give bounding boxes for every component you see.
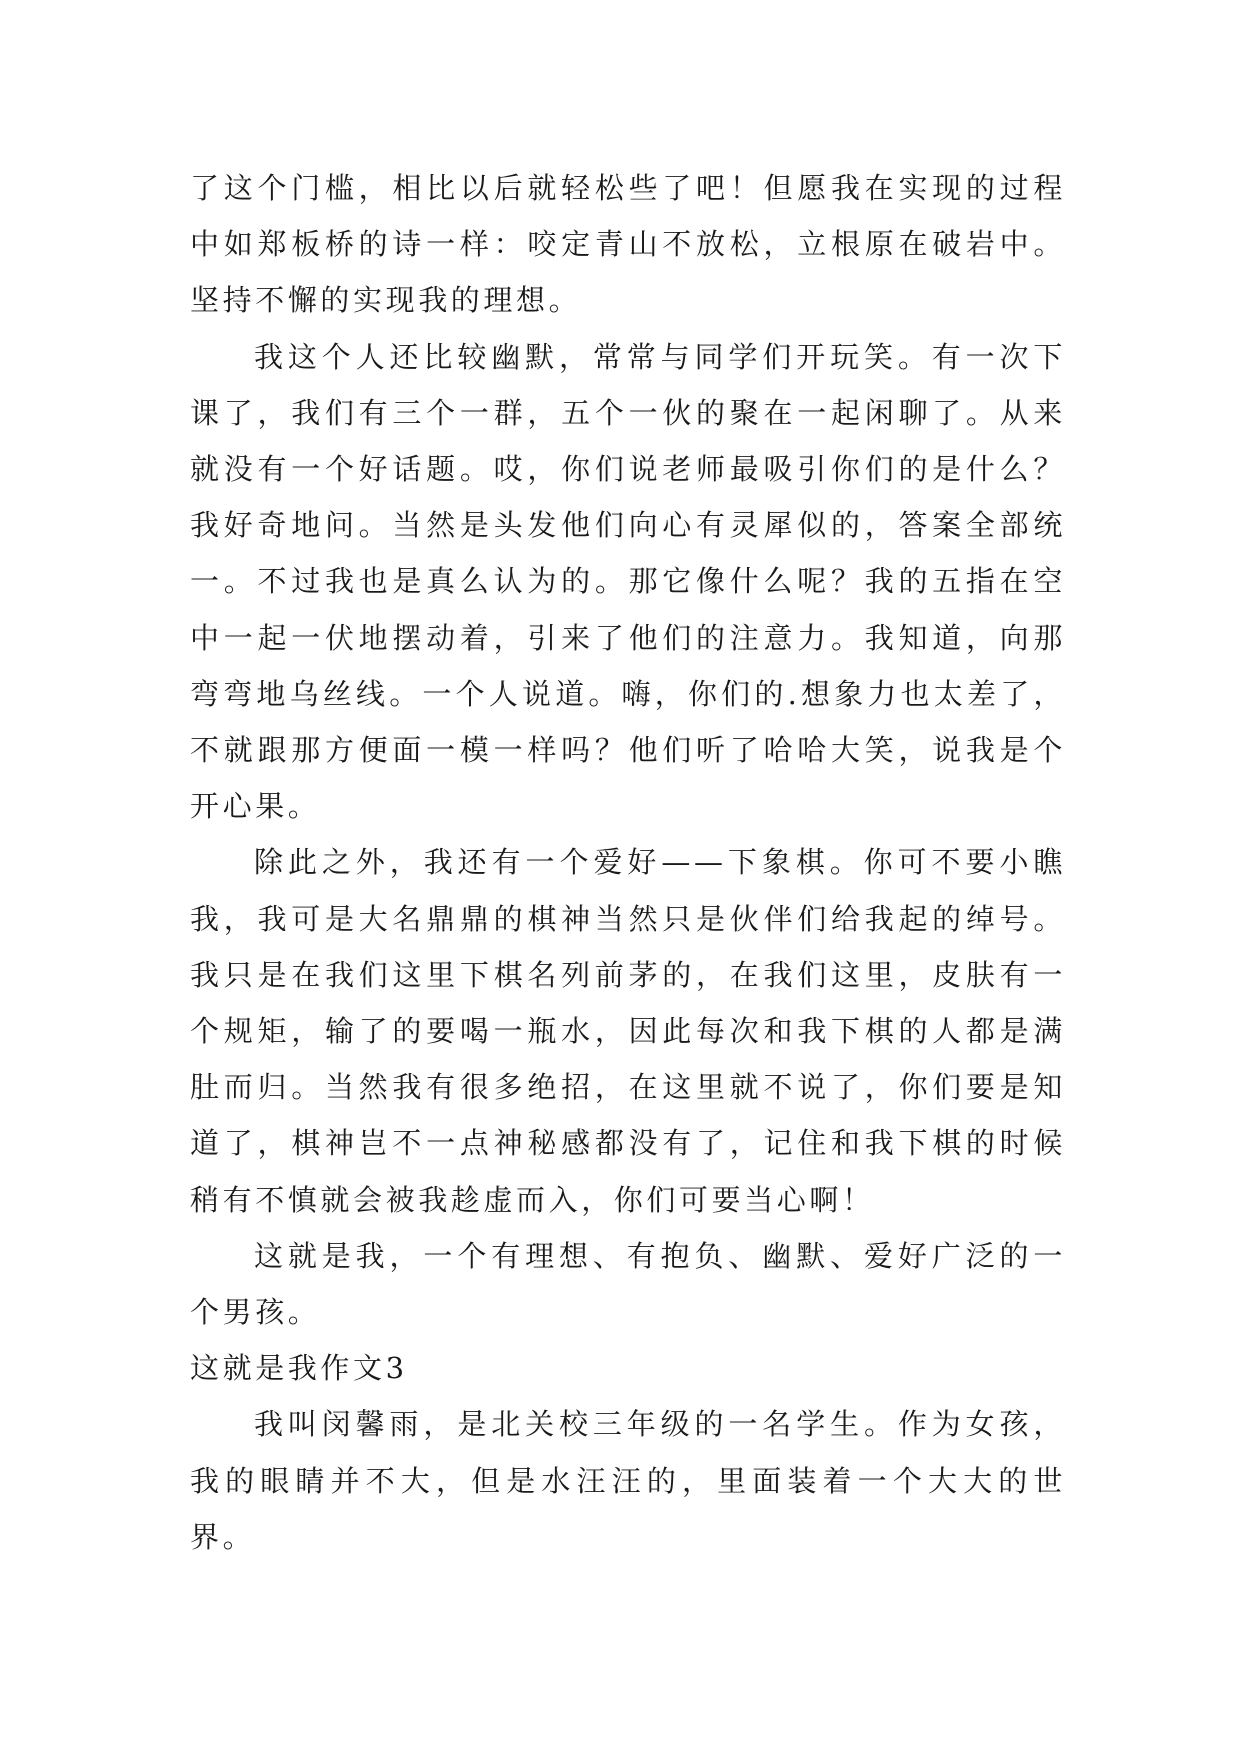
paragraph-humor: 我这个人还比较幽默，常常与同学们开玩笑。有一次下课了，我们有三个一群，五个一伙的聚在一起闲聊了。从来就没有一个好话题。哎，你们说老师最吸引你们的是什么？我好奇地问。当然是头发他们向心有灵犀似的，答案全部统一。不过我也是真么认为的。那它像什么呢？我的五指在空中一起一伏地摆动着，引来了他们的注意力。我知道，向那弯弯地乌丝线。一个人说道。嗨，你们的.想象力也太差了，不就跟那方便面一模一样吗？他们听了哈哈大笑，说我是个开心果。 <box>190 339 1066 824</box>
document-body <box>190 160 1066 1565</box>
paragraph-chess-hobby: 除此之外，我还有一个爱好——下象棋。你可不要小瞧我，我可是大名鼎鼎的棋神当然只是伙伴们给我起的绰号。我只是在我们这里下棋名列前茅的，在我们这里，皮肤有一个规矩，输了的要喝一瓶水，因此每次和我下棋的人都是满肚而归。当然我有很多绝招，在这里就不说了，你们要是知道了，棋神岂不一点神秘感都没有了，记住和我下棋的时候稍有不慎就会被我趁虚而入，你们可要当心啊！ <box>190 845 1066 1217</box>
paragraph-introduction: 我叫闵馨雨，是北关校三年级的一名学生。作为女孩，我的眼睛并不大，但是水汪汪的，里面装着一个大大的世界。 <box>190 1407 1066 1554</box>
paragraph-continued: 了这个门槛，相比以后就轻松些了吧！但愿我在实现的过程中如郑板桥的诗一样：咬定青山不放松，立根原在破岩中。坚持不懈的实现我的理想。 <box>190 171 1066 318</box>
section-heading: 这就是我作文3 <box>190 1351 408 1386</box>
paragraph-summary: 这就是我，一个有理想、有抱负、幽默、爱好广泛的一个男孩。 <box>190 1238 1066 1330</box>
